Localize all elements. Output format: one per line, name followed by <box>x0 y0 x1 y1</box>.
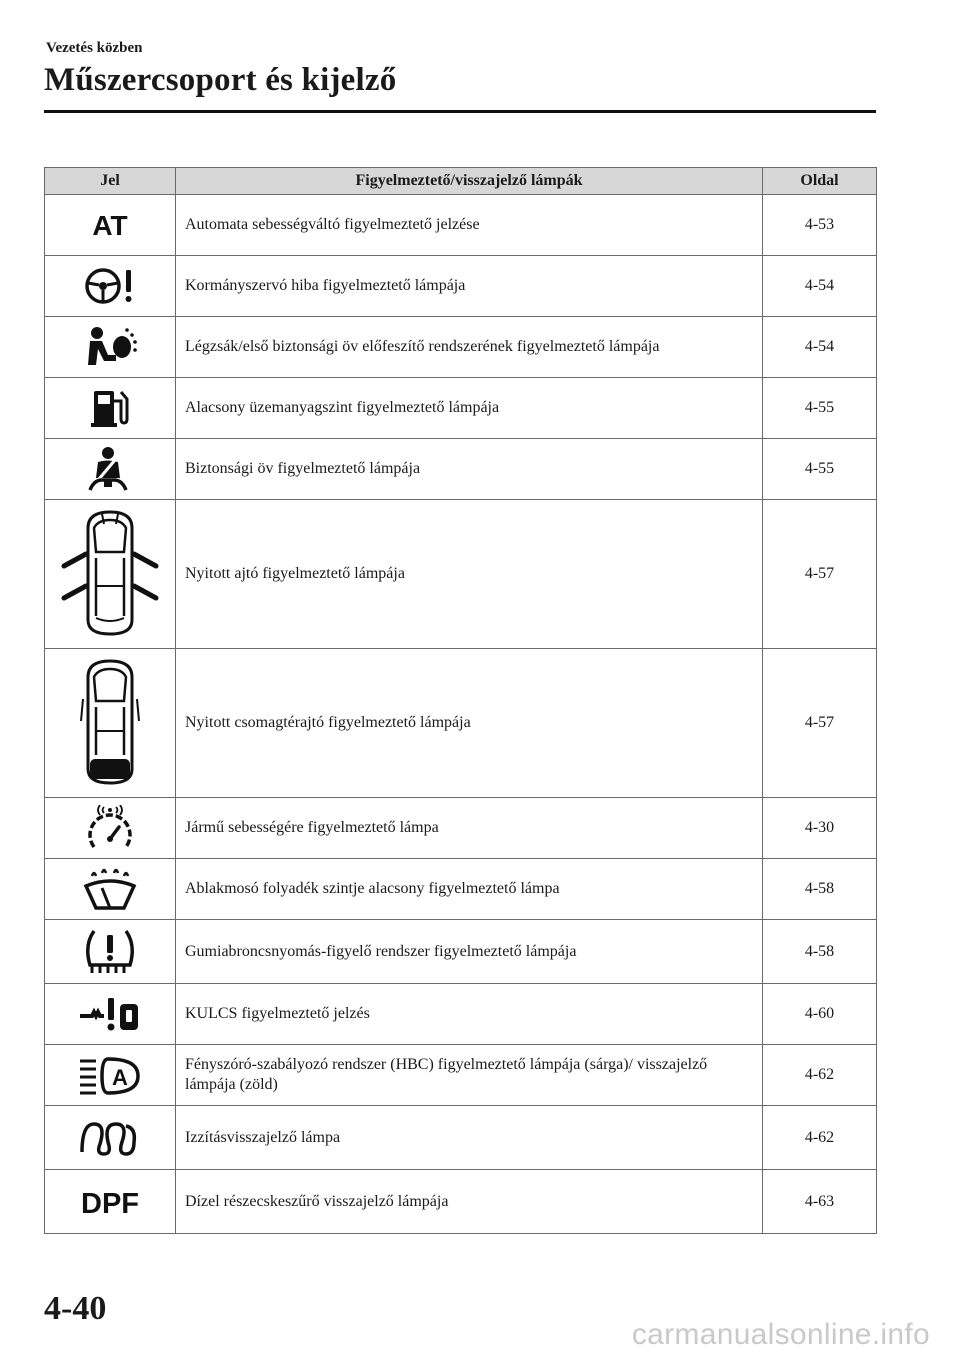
svg-text:AT: AT <box>92 210 128 240</box>
page-title: Műszercsoport és kijelző <box>44 62 397 98</box>
table-row <box>45 439 877 500</box>
page-reference: 4-30 <box>763 798 877 859</box>
table-row <box>45 256 877 317</box>
page-reference: 4-55 <box>763 439 877 500</box>
table-row <box>45 859 877 920</box>
table-row <box>45 195 877 256</box>
table-row <box>45 649 877 798</box>
page-reference: 4-54 <box>763 317 877 378</box>
tire-pressure-icon <box>80 927 140 977</box>
vehicle-speed-alarm-icon <box>86 805 134 851</box>
page-reference: 4-57 <box>763 500 877 649</box>
glow-plug-icon <box>78 1120 142 1156</box>
dpf-icon <box>70 1186 150 1218</box>
page-reference: 4-58 <box>763 859 877 920</box>
column-header-lamps: Figyelmeztető/visszajelző lámpák <box>176 168 763 195</box>
page-reference: 4-55 <box>763 378 877 439</box>
lamp-description: Nyitott csomagtérajtó figyelmeztető lámpája <box>176 649 763 798</box>
page-number: 4-40 <box>44 1290 107 1327</box>
warning-lamp-table <box>44 167 877 1234</box>
lamp-description: Kormányszervó hiba figyelmeztető lámpája <box>176 256 763 317</box>
washer-fluid-icon <box>82 866 138 912</box>
page-reference: 4-57 <box>763 649 877 798</box>
page-reference: 4-54 <box>763 256 877 317</box>
svg-text:DPF: DPF <box>81 1187 139 1218</box>
table-row <box>45 920 877 984</box>
title-rule <box>44 110 876 113</box>
trunk-open-icon <box>75 657 145 789</box>
door-open-icon <box>58 508 162 640</box>
column-header-page: Oldal <box>763 168 877 195</box>
lamp-description: KULCS figyelmeztető jelzés <box>176 984 763 1045</box>
table-row <box>45 1045 877 1106</box>
lamp-description: Légzsák/első biztonsági öv előfeszítő rendszerének figyelmeztető lámpája <box>176 317 763 378</box>
airbag-warning-icon <box>82 325 138 369</box>
high-beam-control-icon <box>78 1055 142 1095</box>
svg-text:A: A <box>112 1065 128 1090</box>
lamp-description: Biztonsági öv figyelmeztető lámpája <box>176 439 763 500</box>
lamp-description: Jármű sebességére figyelmeztető lámpa <box>176 798 763 859</box>
table-row <box>45 378 877 439</box>
lamp-description: Nyitott ajtó figyelmeztető lámpája <box>176 500 763 649</box>
table-row <box>45 1170 877 1234</box>
lamp-description: Gumiabroncsnyomás-figyelő rendszer figyelmeztető lámpája <box>176 920 763 984</box>
lamp-description: Dízel részecskeszűrő visszajelző lámpája <box>176 1170 763 1234</box>
page-reference: 4-58 <box>763 920 877 984</box>
table-row <box>45 984 877 1045</box>
lamp-description: Ablakmosó folyadék szintje alacsony figyelmeztető lámpa <box>176 859 763 920</box>
page-reference: 4-60 <box>763 984 877 1045</box>
table-row <box>45 798 877 859</box>
section-label: Vezetés közben <box>46 40 143 56</box>
page-reference: 4-53 <box>763 195 877 256</box>
lamp-description: Automata sebességváltó figyelmeztető jelzése <box>176 195 763 256</box>
page-reference: 4-62 <box>763 1106 877 1170</box>
table-row <box>45 1106 877 1170</box>
page-reference: 4-63 <box>763 1170 877 1234</box>
seat-belt-icon <box>86 446 134 492</box>
lamp-description: Fényszóró-szabályozó rendszer (HBC) figyelmeztető lámpája (sárga)/ visszajelző lámpája (zöld) <box>176 1045 763 1106</box>
column-header-symbol: Jel <box>45 168 176 195</box>
at-transmission-warning-icon <box>86 210 134 240</box>
page-reference: 4-62 <box>763 1045 877 1106</box>
watermark[interactable]: carmanualsonline.info <box>631 1318 930 1351</box>
key-warning-icon <box>78 994 142 1034</box>
table-row <box>45 317 877 378</box>
low-fuel-icon <box>88 387 132 429</box>
table-header-row <box>45 168 877 195</box>
power-steering-warning-icon <box>82 265 138 307</box>
lamp-description: Alacsony üzemanyagszint figyelmeztető lámpája <box>176 378 763 439</box>
lamp-description: Izzításvisszajelző lámpa <box>176 1106 763 1170</box>
table-row <box>45 500 877 649</box>
